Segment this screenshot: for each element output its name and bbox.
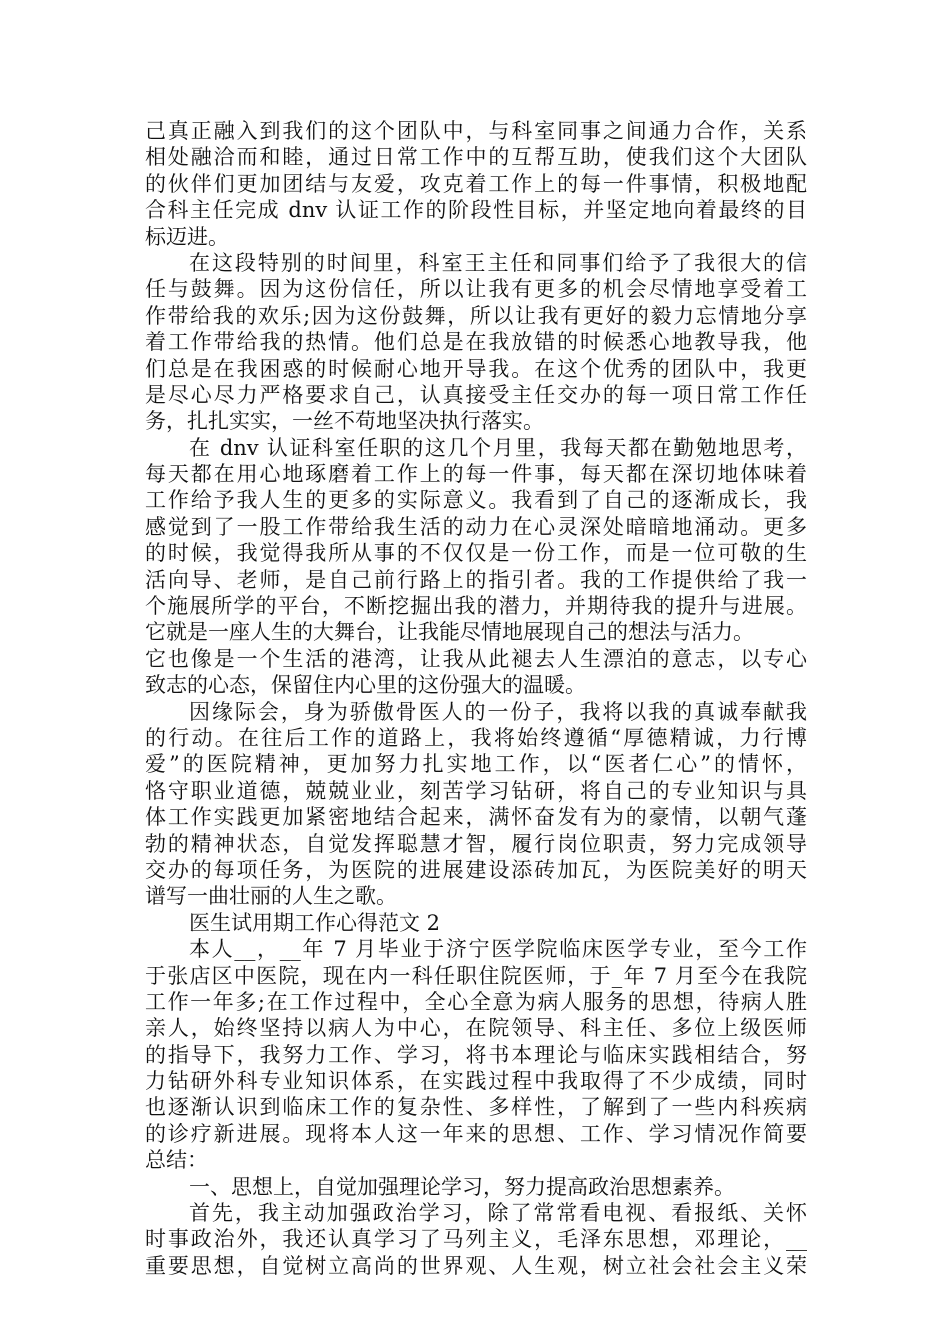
text-line: 首先，我主动加强政治学习，除了常常看电视、看报纸、关怀 — [189, 1201, 807, 1226]
text-line: 活向导、老师，是自己前行路上的指引者。我的工作提供给了我一 — [145, 567, 807, 592]
text-line: 工作给予我人生的更多的实际意义。我看到了自己的逐渐成长，我 — [145, 488, 807, 513]
text-line: 交办的每项任务，为医院的进展建设添砖加瓦，为医院美好的明天 — [145, 857, 807, 882]
text-line: 的诊疗新进展。现将本人这一年来的思想、工作、学习情况作简要 — [145, 1121, 807, 1146]
text-line: 它就是一座人生的大舞台，让我能尽情地展现自己的想法与活力。 — [145, 620, 754, 645]
text-line: 务，扎扎实实，一丝不苟地坚决执行落实。 — [145, 409, 544, 434]
text-line: 们总是在我困惑的时候耐心地开导我。在这个优秀的团队中，我更 — [145, 356, 807, 381]
text-line: 重要思想，自觉树立高尚的世界观、人生观，树立社会社会主义荣 — [145, 1253, 807, 1278]
text-line: 一、思想上，自觉加强理论学习，努力提高政治思想素养。 — [189, 1174, 735, 1199]
text-line: 恪守职业道德，兢兢业业，刻苦学习钻研，将自己的专业知识与具 — [145, 778, 807, 803]
text-line: 是尽心尽力严格要求自己，认真接受主任交办的每一项日常工作任 — [145, 382, 807, 407]
text-line: 的行动。在往后工作的道路上，我将始终遵循“厚德精诚，力行博 — [145, 725, 807, 750]
text-line: 的伙伴们更加团结与友爱，攻克着工作上的每一件事情，积极地配 — [145, 171, 807, 196]
text-line: 谱写一曲壮丽的人生之歌。 — [145, 884, 397, 909]
text-line: 也逐渐认识到临床工作的复杂性、多样性，了解到了一些内科疾病 — [145, 1095, 807, 1120]
text-line: 任与鼓舞。因为这份信任，所以让我有更多的机会尽情地享受着工 — [145, 277, 807, 302]
document-body — [145, 118, 807, 1279]
text-line: 合科主任完成 dnv 认证工作的阶段性目标，并坚定地向着最终的目 — [145, 198, 807, 223]
text-line: 每天都在用心地琢磨着工作上的每一件事，每天都在深切地体味着 — [145, 462, 807, 487]
text-line: 它也像是一个生活的港湾，让我从此褪去人生漂泊的意志，以专心 — [145, 646, 807, 671]
text-line: 的指导下，我努力工作、学习，将书本理论与临床实践相结合，努 — [145, 1042, 807, 1067]
text-line: 个施展所学的平台，不断挖掘出我的潜力，并期待我的提升与进展。 — [145, 594, 807, 619]
text-line: 本人__，__年 7 月毕业于济宁医学院临床医学专业，至今工作 — [189, 937, 807, 962]
text-line: 标迈进。 — [145, 224, 229, 249]
text-line: 着工作带给我的热情。他们总是在我放错的时候悉心地教导我，他 — [145, 330, 807, 355]
text-line: 于张店区中医院，现在内一科任职住院医师，于_年 7 月至今在我院 — [145, 963, 807, 988]
text-line: 亲人，始终坚持以病人为中心，在院领导、科主任、多位上级医师 — [145, 1016, 807, 1041]
text-line: 的时候，我觉得我所从事的不仅仅是一份工作，而是一位可敬的生 — [145, 541, 807, 566]
text-line: 致志的心态，保留住内心里的这份强大的温暖。 — [145, 673, 586, 698]
text-line: 作带给我的欢乐;因为这份鼓舞，所以让我有更好的毅力忘情地分享 — [145, 303, 807, 328]
text-line: 感觉到了一股工作带给我生活的动力在心灵深处暗暗地涌动。更多 — [145, 514, 807, 539]
text-line: 体工作实践更加紧密地结合起来，满怀奋发有为的豪情，以朝气蓬 — [145, 805, 807, 830]
text-line: 己真正融入到我们的这个团队中，与科室同事之间通力合作，关系 — [145, 119, 807, 143]
text-line: 总结： — [145, 1148, 208, 1173]
text-line: 时事政治外，我还认真学习了马列主义，毛泽东思想，邓理论，__ — [145, 1227, 807, 1252]
text-line: 在这段特别的时间里，科室王主任和同事们给予了我很大的信 — [189, 250, 807, 275]
text-line: 力钻研外科专业知识体系，在实践过程中我取得了不少成绩，同时 — [145, 1069, 807, 1094]
text-line: 爱”的医院精神，更加努力扎实地工作，以“医者仁心”的情怀， — [145, 752, 807, 777]
text-line: 在 dnv 认证科室任职的这几个月里，我每天都在勤勉地思考， — [189, 435, 807, 460]
text-line: 工作一年多;在工作过程中，全心全意为病人服务的思想，待病人胜 — [145, 989, 807, 1014]
text-line: 因缘际会，身为骄傲骨医人的一份子，我将以我的真诚奉献我 — [189, 699, 807, 724]
text-line: 勃的精神状态，自觉发挥聪慧才智，履行岗位职责，努力完成领导 — [145, 831, 807, 856]
text-line: 医生试用期工作心得范文 2 — [189, 910, 441, 935]
text-line: 相处融洽而和睦，通过日常工作中的互帮互助，使我们这个大团队 — [145, 145, 807, 170]
